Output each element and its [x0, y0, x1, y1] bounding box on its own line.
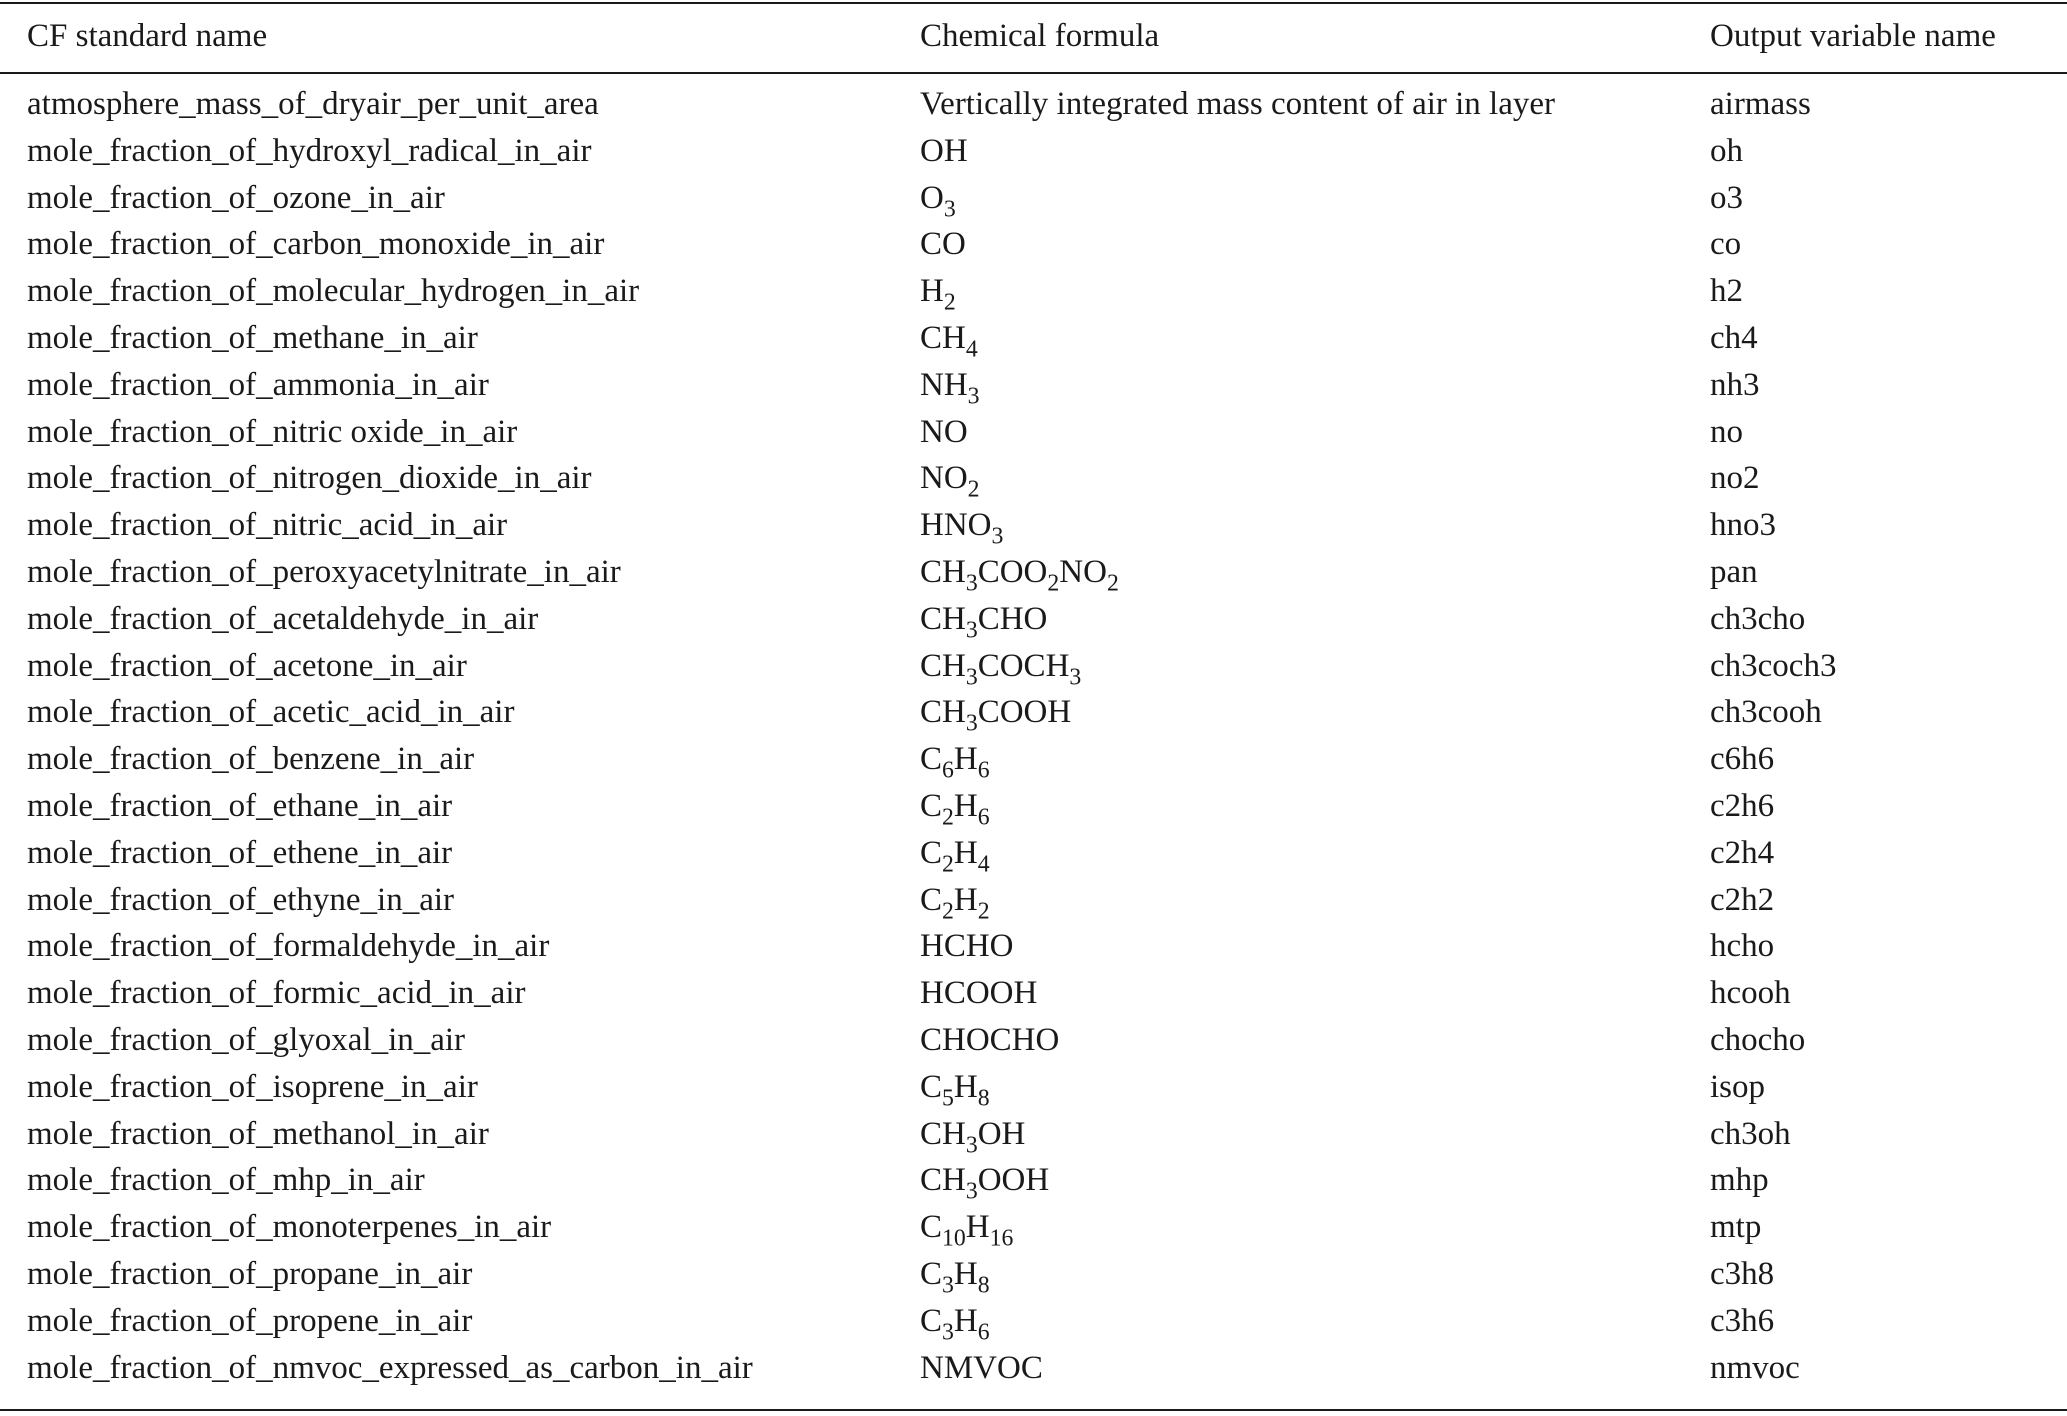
cf-standard-name-cell: mole_fraction_of_carbon_monoxide_in_air	[27, 226, 605, 263]
output-variable-name-cell: mhp	[1710, 1162, 1769, 1199]
table-row	[0, 736, 2067, 783]
table-row	[0, 877, 2067, 924]
output-variable-name-cell: oh	[1710, 132, 1743, 169]
table-row	[0, 1251, 2067, 1298]
output-variable-name-cell: no	[1710, 413, 1743, 450]
formula-text: C	[920, 1209, 943, 1246]
table-row	[0, 315, 2067, 362]
formula-subscript: 8	[977, 1272, 990, 1299]
chemical-formula-cell	[920, 222, 1710, 269]
cf-standard-name-cell: mole_fraction_of_formaldehyde_in_air	[27, 928, 550, 965]
chemical-formula-cell	[920, 1111, 1710, 1158]
chemical-formula-cell	[920, 736, 1710, 783]
formula-subscript: 2	[1106, 570, 1119, 597]
output-variable-name-cell: no2	[1710, 460, 1760, 497]
table-row	[0, 456, 2067, 503]
cf-standard-name-cell: mole_fraction_of_ozone_in_air	[27, 179, 445, 216]
formula-text: C	[920, 1068, 943, 1105]
formula-subscript: 6	[942, 757, 954, 784]
formula-text: HCOOH	[920, 975, 1038, 1012]
table-row	[0, 1064, 2067, 1111]
output-variable-name-cell: chocho	[1710, 1022, 1806, 1059]
formula-subscript: 2	[967, 476, 980, 503]
formula-subscript: 10	[942, 1225, 966, 1252]
output-variable-name-cell: ch3oh	[1710, 1115, 1791, 1152]
formula-text: HNO	[920, 507, 992, 544]
cf-standard-name-cell: mole_fraction_of_acetaldehyde_in_air	[27, 600, 539, 637]
table-row	[0, 409, 2067, 456]
formula-text: C	[920, 1256, 943, 1293]
formula-subscript: 3	[965, 1131, 978, 1158]
table-row	[0, 1298, 2067, 1345]
table-row	[0, 1204, 2067, 1251]
formula-text: CH	[920, 1115, 966, 1152]
output-variable-name-cell: nh3	[1710, 366, 1760, 403]
table-row	[0, 128, 2067, 175]
formula-text: CHO	[977, 600, 1048, 637]
cf-standard-name-cell: mole_fraction_of_propene_in_air	[27, 1302, 473, 1339]
chemical-formula-cell	[920, 1345, 1710, 1392]
cf-standard-name-cell: mole_fraction_of_monoterpenes_in_air	[27, 1209, 552, 1246]
header-cf-standard-name: CF standard name	[27, 17, 268, 54]
formula-text: COO	[977, 554, 1048, 591]
cf-standard-name-cell: mole_fraction_of_nitric_acid_in_air	[27, 507, 508, 544]
chemical-formula-cell	[920, 66, 1710, 128]
cf-standard-name-cell: mole_fraction_of_formic_acid_in_air	[27, 975, 526, 1012]
output-variable-name-cell: c6h6	[1710, 741, 1775, 778]
chemical-formula-cell	[920, 830, 1710, 877]
chemical-formula-cell	[920, 128, 1710, 175]
formula-text: NO	[920, 413, 968, 450]
cf-standard-name-cell: mole_fraction_of_acetone_in_air	[27, 647, 467, 684]
formula-text: COOH	[977, 694, 1072, 731]
chemical-formula-cell	[920, 409, 1710, 456]
formula-subscript: 3	[965, 570, 978, 597]
chemical-formula-cell	[920, 1064, 1710, 1111]
cf-standard-name-cell: mole_fraction_of_methanol_in_air	[27, 1115, 489, 1152]
formula-text: OH	[920, 132, 968, 169]
output-variable-name-cell: hno3	[1710, 507, 1776, 544]
table-bottom-rule	[0, 1409, 2067, 1411]
formula-subscript: 8	[977, 1085, 990, 1112]
chemical-formula-cell	[920, 970, 1710, 1017]
chemical-formula-cell	[920, 1158, 1710, 1205]
formula-text: Vertically integrated mass content of air in layer	[920, 85, 1556, 122]
formula-subscript: 2	[942, 851, 954, 878]
formula-text: CH	[920, 647, 966, 684]
formula-text: H	[953, 741, 978, 778]
table-row	[0, 1111, 2067, 1158]
table-row	[0, 268, 2067, 315]
chemical-formula-cell	[920, 362, 1710, 409]
formula-subscript: 16	[989, 1225, 1014, 1252]
output-variable-name-cell: isop	[1710, 1068, 1766, 1105]
formula-subscript: 2	[942, 804, 954, 831]
formula-subscript: 2	[977, 897, 990, 924]
output-variable-name-cell: c2h2	[1710, 881, 1775, 918]
cf-standard-name-cell: mole_fraction_of_glyoxal_in_air	[27, 1022, 466, 1059]
formula-text: H	[953, 1302, 978, 1339]
formula-text: CH	[920, 600, 966, 637]
output-variable-name-cell: ch3cho	[1710, 600, 1806, 637]
cf-standard-name-cell: mole_fraction_of_isoprene_in_air	[27, 1068, 478, 1105]
formula-text: NO	[920, 460, 968, 497]
formula-subscript: 4	[977, 851, 990, 878]
output-variable-name-cell: o3	[1710, 179, 1743, 216]
formula-text: CH	[920, 1162, 966, 1199]
chemical-formula-cell	[920, 549, 1710, 596]
chemical-formula-cell	[920, 690, 1710, 737]
formula-subscript: 3	[965, 617, 978, 644]
output-variable-name-cell: airmass	[1710, 85, 1811, 122]
formula-subscript: 3	[967, 383, 980, 410]
cf-standard-name-cell: mole_fraction_of_molecular_hydrogen_in_air	[27, 273, 640, 310]
output-variable-name-cell: hcho	[1710, 928, 1775, 965]
table-header-row	[0, 6, 2067, 66]
header-output-variable-name: Output variable name	[1710, 17, 1996, 54]
formula-text: NH	[920, 366, 968, 403]
table-row	[0, 549, 2067, 596]
cf-standard-name-cell: mole_fraction_of_peroxyacetylnitrate_in_air	[27, 554, 621, 591]
table-row	[0, 1158, 2067, 1205]
formula-subscript: 6	[977, 757, 990, 784]
table-row	[0, 222, 2067, 269]
formula-subscript: 4	[965, 336, 978, 363]
output-variable-name-cell: c2h4	[1710, 834, 1775, 871]
output-variable-name-cell: co	[1710, 226, 1742, 263]
formula-text: CH	[920, 554, 966, 591]
formula-text: O	[920, 179, 944, 216]
chemical-formula-cell	[920, 877, 1710, 924]
formula-text: COCH	[977, 647, 1070, 684]
chemical-formula-cell	[920, 643, 1710, 690]
formula-subscript: 3	[943, 196, 956, 222]
table-row	[0, 690, 2067, 737]
cf-standard-name-cell: mole_fraction_of_nmvoc_expressed_as_carbon_in_air	[27, 1349, 753, 1386]
cf-standard-name-cell: mole_fraction_of_ethane_in_air	[27, 788, 453, 825]
formula-text: NO	[1059, 554, 1107, 591]
formula-subscript: 3	[942, 1272, 954, 1299]
table-row	[0, 596, 2067, 643]
formula-subscript: 3	[1069, 663, 1082, 690]
cf-standard-name-cell: mole_fraction_of_nitric oxide_in_air	[27, 413, 518, 450]
output-variable-name-cell: ch4	[1710, 320, 1758, 357]
cf-standard-name-cell: mole_fraction_of_acetic_acid_in_air	[27, 694, 515, 731]
table-row	[0, 783, 2067, 830]
output-variable-name-cell: ch3coch3	[1710, 647, 1837, 684]
formula-text: HCHO	[920, 928, 1014, 965]
cf-standard-name-cell: mole_fraction_of_mhp_in_air	[27, 1162, 425, 1199]
formula-text: CO	[920, 226, 966, 263]
formula-text: CH	[920, 320, 966, 357]
table-row	[0, 970, 2067, 1017]
formula-subscript: 2	[1047, 570, 1060, 597]
output-variable-name-cell: h2	[1710, 273, 1743, 310]
formula-subscript: 2	[943, 289, 956, 316]
formula-text: H	[920, 273, 944, 310]
table-row	[0, 924, 2067, 971]
chemical-formula-cell	[920, 596, 1710, 643]
chemical-formula-cell	[920, 783, 1710, 830]
formula-text: H	[953, 1256, 978, 1293]
formula-text: H	[953, 881, 978, 918]
formula-text: C	[920, 788, 943, 825]
output-variable-name-cell: pan	[1710, 554, 1758, 591]
formula-text: H	[953, 788, 978, 825]
table-row	[0, 643, 2067, 690]
chemical-formula-cell	[920, 1298, 1710, 1345]
output-variable-name-cell: ch3cooh	[1710, 694, 1822, 731]
formula-subscript: 6	[977, 1319, 990, 1346]
formula-subscript: 3	[942, 1319, 954, 1346]
output-variable-name-cell: c2h6	[1710, 788, 1775, 825]
cf-standard-name-cell: mole_fraction_of_ethyne_in_air	[27, 881, 455, 918]
formula-text: H	[953, 1068, 978, 1105]
formula-text: NMVOC	[920, 1349, 1043, 1386]
output-variable-name-cell: c3h8	[1710, 1256, 1775, 1293]
table-top-rule	[0, 2, 2067, 4]
formula-text: H	[965, 1209, 990, 1246]
formula-subscript: 3	[965, 663, 978, 690]
chemical-formula-cell	[920, 1017, 1710, 1064]
chemical-formula-cell	[920, 1251, 1710, 1298]
formula-subscript: 2	[942, 897, 954, 924]
header-chemical-formula: Chemical formula	[920, 17, 1160, 54]
formula-text: CH	[920, 694, 966, 731]
chemical-formula-cell	[920, 175, 1710, 222]
cf-standard-name-cell: mole_fraction_of_benzene_in_air	[27, 741, 475, 778]
output-variable-name-cell: hcooh	[1710, 975, 1791, 1012]
table-row	[0, 502, 2067, 549]
table-row	[0, 1017, 2067, 1064]
table-row	[0, 1345, 2067, 1392]
table-row	[0, 66, 2067, 128]
output-variable-name-cell: mtp	[1710, 1209, 1762, 1246]
species-table	[0, 6, 2067, 1392]
output-variable-name-cell: c3h6	[1710, 1302, 1775, 1339]
table-row	[0, 830, 2067, 877]
cf-standard-name-cell: mole_fraction_of_propane_in_air	[27, 1256, 473, 1293]
cf-standard-name-cell: mole_fraction_of_hydroxyl_radical_in_air	[27, 132, 592, 169]
table-row	[0, 362, 2067, 409]
chemical-formula-cell	[920, 924, 1710, 971]
formula-subscript: 5	[942, 1085, 954, 1112]
chemical-formula-cell	[920, 268, 1710, 315]
formula-text: C	[920, 881, 943, 918]
formula-text: OOH	[977, 1162, 1050, 1199]
chemical-formula-cell	[920, 456, 1710, 503]
formula-text: CHOCHO	[920, 1022, 1060, 1059]
formula-subscript: 3	[991, 523, 1004, 550]
output-variable-name-cell: nmvoc	[1710, 1349, 1800, 1386]
formula-text: C	[920, 1302, 943, 1339]
cf-standard-name-cell: mole_fraction_of_nitrogen_dioxide_in_air	[27, 460, 592, 497]
formula-subscript: 6	[977, 804, 990, 831]
chemical-formula-cell	[920, 502, 1710, 549]
table-body	[0, 66, 2067, 1392]
table-row	[0, 175, 2067, 222]
formula-subscript: 3	[965, 710, 978, 737]
cf-standard-name-cell: mole_fraction_of_ethene_in_air	[27, 834, 453, 871]
formula-text: OH	[977, 1115, 1026, 1152]
formula-text: C	[920, 834, 943, 871]
chemical-formula-cell	[920, 1204, 1710, 1251]
formula-subscript: 3	[965, 1178, 978, 1205]
formula-text: H	[953, 834, 978, 871]
cf-standard-name-cell: mole_fraction_of_methane_in_air	[27, 320, 478, 357]
cf-standard-name-cell: mole_fraction_of_ammonia_in_air	[27, 366, 489, 403]
formula-text: C	[920, 741, 943, 778]
cf-standard-name-cell: atmosphere_mass_of_dryair_per_unit_area	[27, 85, 599, 122]
chemical-formula-cell	[920, 315, 1710, 362]
